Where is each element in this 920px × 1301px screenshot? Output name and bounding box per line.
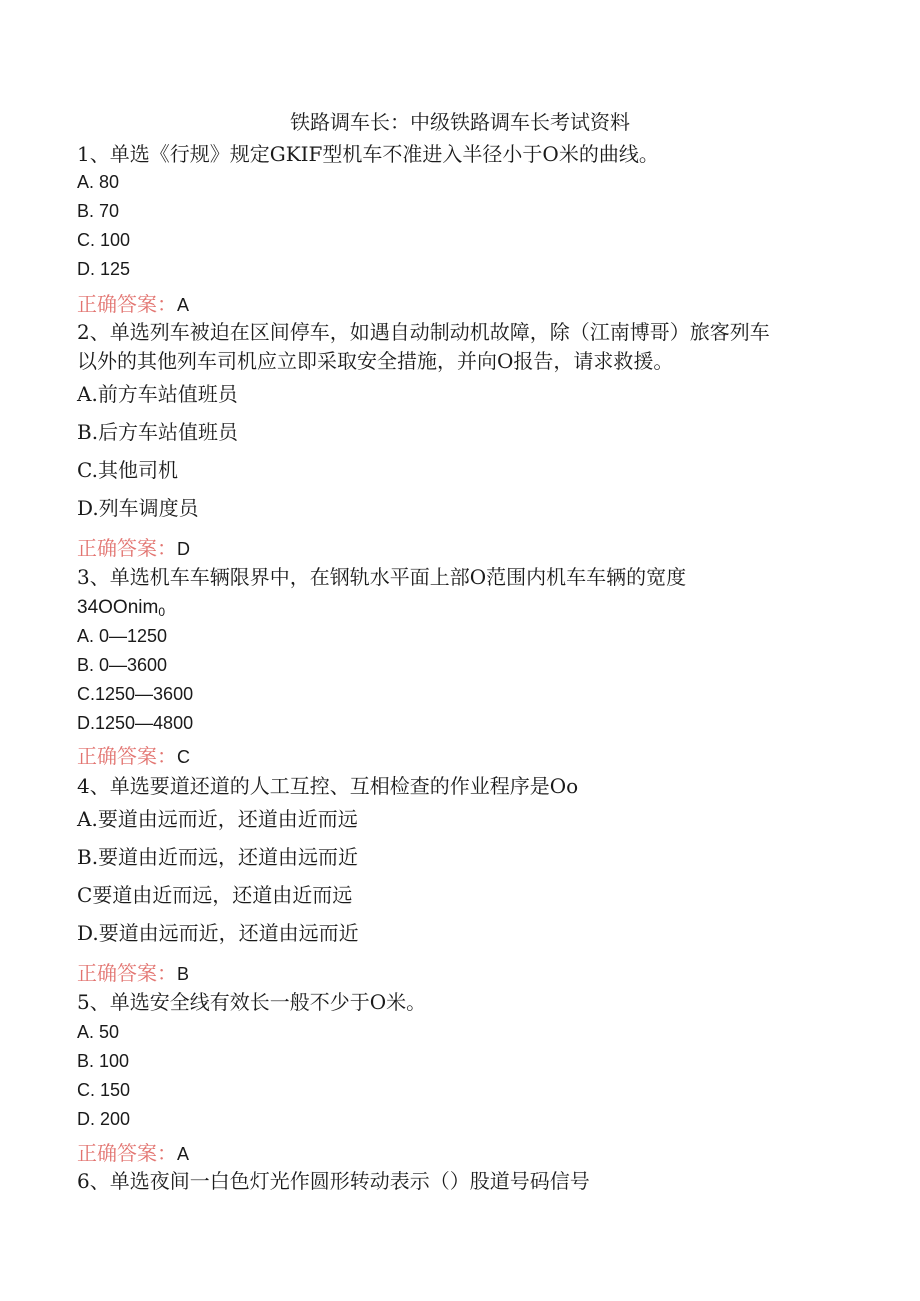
question-3-width-value: 34OOnim — [77, 597, 159, 618]
question-3-width-subscript: 0 — [158, 605, 165, 619]
question-3-option-c: C.1250—3600 — [77, 684, 194, 704]
answer-label: 正确答案： — [77, 961, 177, 985]
answer-label: 正确答案： — [77, 1141, 177, 1165]
option-text: 要道由远而近，还道由远而近 — [98, 921, 359, 945]
answer-label: 正确答案： — [77, 744, 177, 768]
question-2-option-c — [77, 456, 178, 484]
question-6-text: 6、单选夜间一白色灯光作圆形转动表示（）股道号码信号 — [77, 1169, 590, 1193]
question-1-option-a: A. 80 — [77, 172, 120, 192]
option-text: 后方车站值班员 — [98, 420, 239, 444]
question-4-answer — [77, 959, 189, 988]
question-2-text-line-2: 以外的其他列车司机应立即采取安全措施，并向O报告，请求救援。 — [77, 349, 674, 373]
question-5-option-a: A. 50 — [77, 1022, 120, 1042]
option-text: 要道由近而远，还道由远而近 — [98, 845, 359, 869]
answer-label: 正确答案： — [77, 292, 177, 316]
option-letter: A. — [77, 807, 98, 831]
question-1-text: 1、单选《行规》规定GKIF型机车不准进入半径小于O米的曲线。 — [77, 142, 659, 166]
question-4-option-c — [77, 881, 352, 909]
answer-value: A — [177, 1144, 190, 1164]
option-text: 要道由远而近，还道由近而远 — [97, 807, 358, 831]
page-title: 铁路调车长：中级铁路调车长考试资料 — [290, 110, 630, 134]
question-1-option-b: B. 70 — [77, 201, 120, 221]
question-4-option-d — [77, 919, 359, 947]
option-letter: C — [77, 883, 93, 907]
question-3-answer — [77, 742, 190, 771]
question-4-option-b — [77, 843, 358, 871]
answer-label: 正确答案： — [77, 536, 177, 560]
option-text: 要道由近而远，还道由近而远 — [92, 883, 353, 907]
question-3-option-b: B. 0—3600 — [77, 655, 168, 675]
question-2-answer — [77, 534, 190, 563]
question-1-answer — [77, 290, 189, 319]
question-5-text: 5、单选安全线有效长一般不少于O米。 — [77, 990, 427, 1014]
question-3-text-line-1: 3、单选机车车辆限界中，在钢轨水平面上部O范围内机车车辆的宽度 — [77, 565, 687, 589]
question-4-option-a — [77, 805, 358, 833]
question-1-option-d: D. 125 — [77, 259, 131, 279]
question-5-answer — [77, 1139, 189, 1168]
question-1-option-c: C. 100 — [77, 230, 131, 250]
answer-value: C — [177, 747, 190, 767]
question-5-option-c: C. 150 — [77, 1080, 131, 1100]
option-letter: B. — [77, 845, 99, 869]
question-5-option-b: B. 100 — [77, 1051, 130, 1071]
answer-value: D — [177, 539, 190, 559]
option-text: 前方车站值班员 — [97, 382, 238, 406]
question-5-option-d: D. 200 — [77, 1109, 131, 1129]
question-3-option-a: A. 0—1250 — [77, 626, 168, 646]
question-2-option-b — [77, 418, 238, 446]
option-text: 其他司机 — [97, 458, 178, 482]
question-2-option-a — [77, 380, 238, 408]
option-letter: D. — [77, 496, 99, 520]
question-4-text: 4、单选要道还道的人工互控、互相检查的作业程序是Oo — [77, 774, 579, 798]
answer-value: A — [177, 295, 190, 315]
option-letter: C. — [77, 458, 98, 482]
option-letter: B. — [77, 420, 99, 444]
question-3-option-d: D.1250—4800 — [77, 713, 194, 733]
option-letter: A. — [77, 382, 98, 406]
answer-value: B — [177, 964, 190, 984]
question-2-text-line-1: 2、单选列车被迫在区间停车，如遇自动制动机故障，除（江南博哥）旅客列车 — [77, 320, 770, 344]
question-2-option-d — [77, 494, 199, 522]
option-text: 列车调度员 — [98, 496, 199, 520]
option-letter: D. — [77, 921, 99, 945]
